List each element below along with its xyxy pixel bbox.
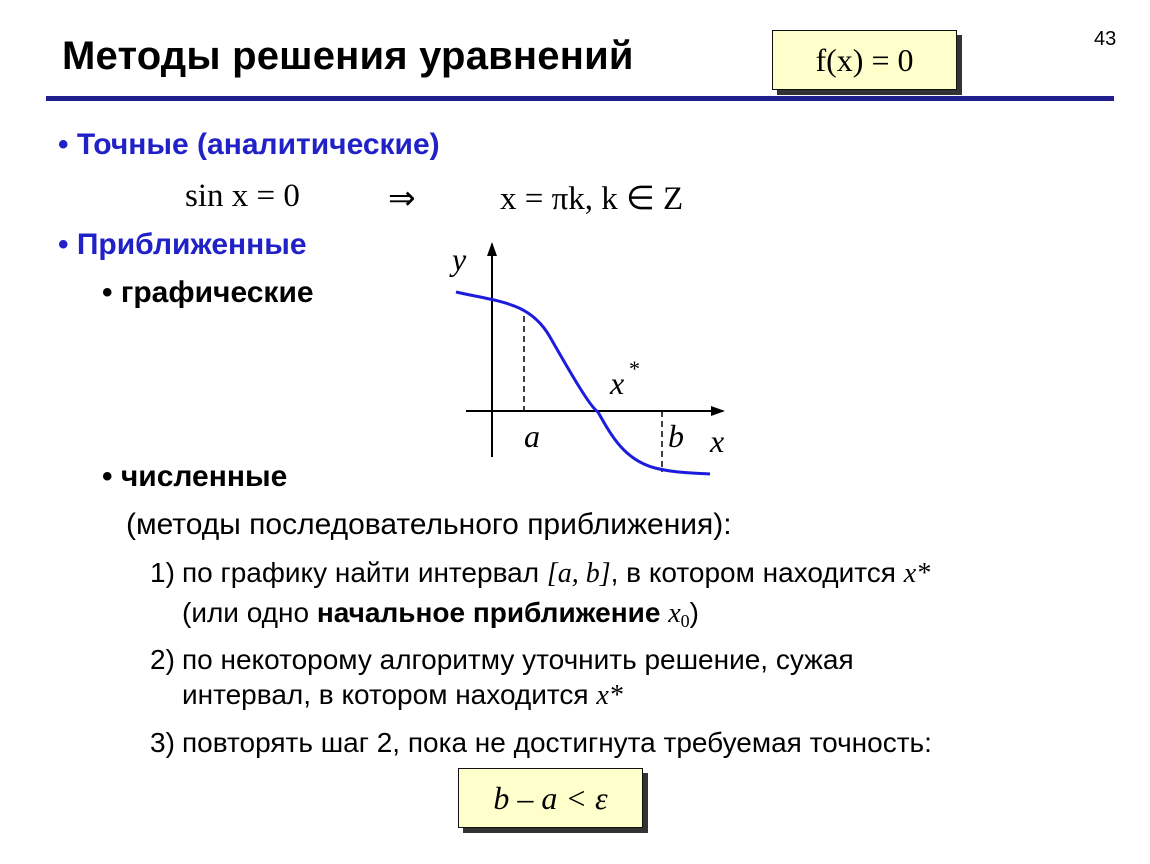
b-label: b [668,418,684,454]
interval-math: [a, b] [546,558,611,589]
a-label: a [524,418,540,454]
graphical-text: графические [120,276,314,309]
eq-sin: sin x = 0 [185,178,300,214]
exact-methods-heading: • Точные (аналитические) [58,128,440,161]
precision-box [458,768,643,828]
x0-var: $x_0$ [668,598,690,631]
approx-methods-heading: • Приближенные [58,228,307,261]
root-asterisk: * [629,356,640,381]
title-rule [46,96,1114,101]
root-label: x [610,365,625,401]
numerical-note: (методы последовательного приближения): [126,508,732,541]
precision-formula: b – a < ε [493,779,608,816]
step-1 [150,557,930,590]
step-2-number: 2) [150,644,175,675]
x-axis-label: x [710,423,725,459]
slide-title: Методы решения уравнений [62,34,634,78]
step-2 [150,644,854,676]
step-3-number: 3) [150,727,175,758]
step-3-text: повторять шаг 2, пока не достигнута требуемая точность: [182,727,932,758]
step-1-number: 1) [150,557,175,588]
numerical-methods-item: • численные [102,460,288,493]
step-2-text: по некоторому алгоритму уточнить решение, сужая [182,644,854,675]
step-2-text-cont: интервал, в котором находится [182,679,589,710]
exact-heading-text: Точные (аналитические) [76,128,440,161]
implies-arrow: ⇒ [388,181,416,217]
equation-box [772,30,957,90]
step-1-text-cont: , в котором находится [610,557,896,588]
initial-approx-bold: начальное приближение [316,597,661,628]
equation-text: f(x) = 0 [815,41,914,78]
step-1-text: по графику найти интервал [182,557,540,588]
step-3 [150,727,932,759]
step-1-open: (или одно [182,597,310,628]
root-var: x* [903,558,931,589]
approx-heading-text: Приближенные [76,228,307,261]
step-1-close: ) [689,597,699,628]
root-var-2: x* [596,680,623,711]
step-2-line-2 [182,679,623,712]
eq-solution: x = πk, k ∈ Z [500,181,684,217]
function-graph [440,232,740,482]
page-number: 43 [1094,28,1117,50]
step-1-line-2 [182,597,699,632]
graphical-methods-item: • графические [102,276,314,309]
numerical-text: численные [120,460,288,493]
y-axis-label: y [452,241,467,277]
